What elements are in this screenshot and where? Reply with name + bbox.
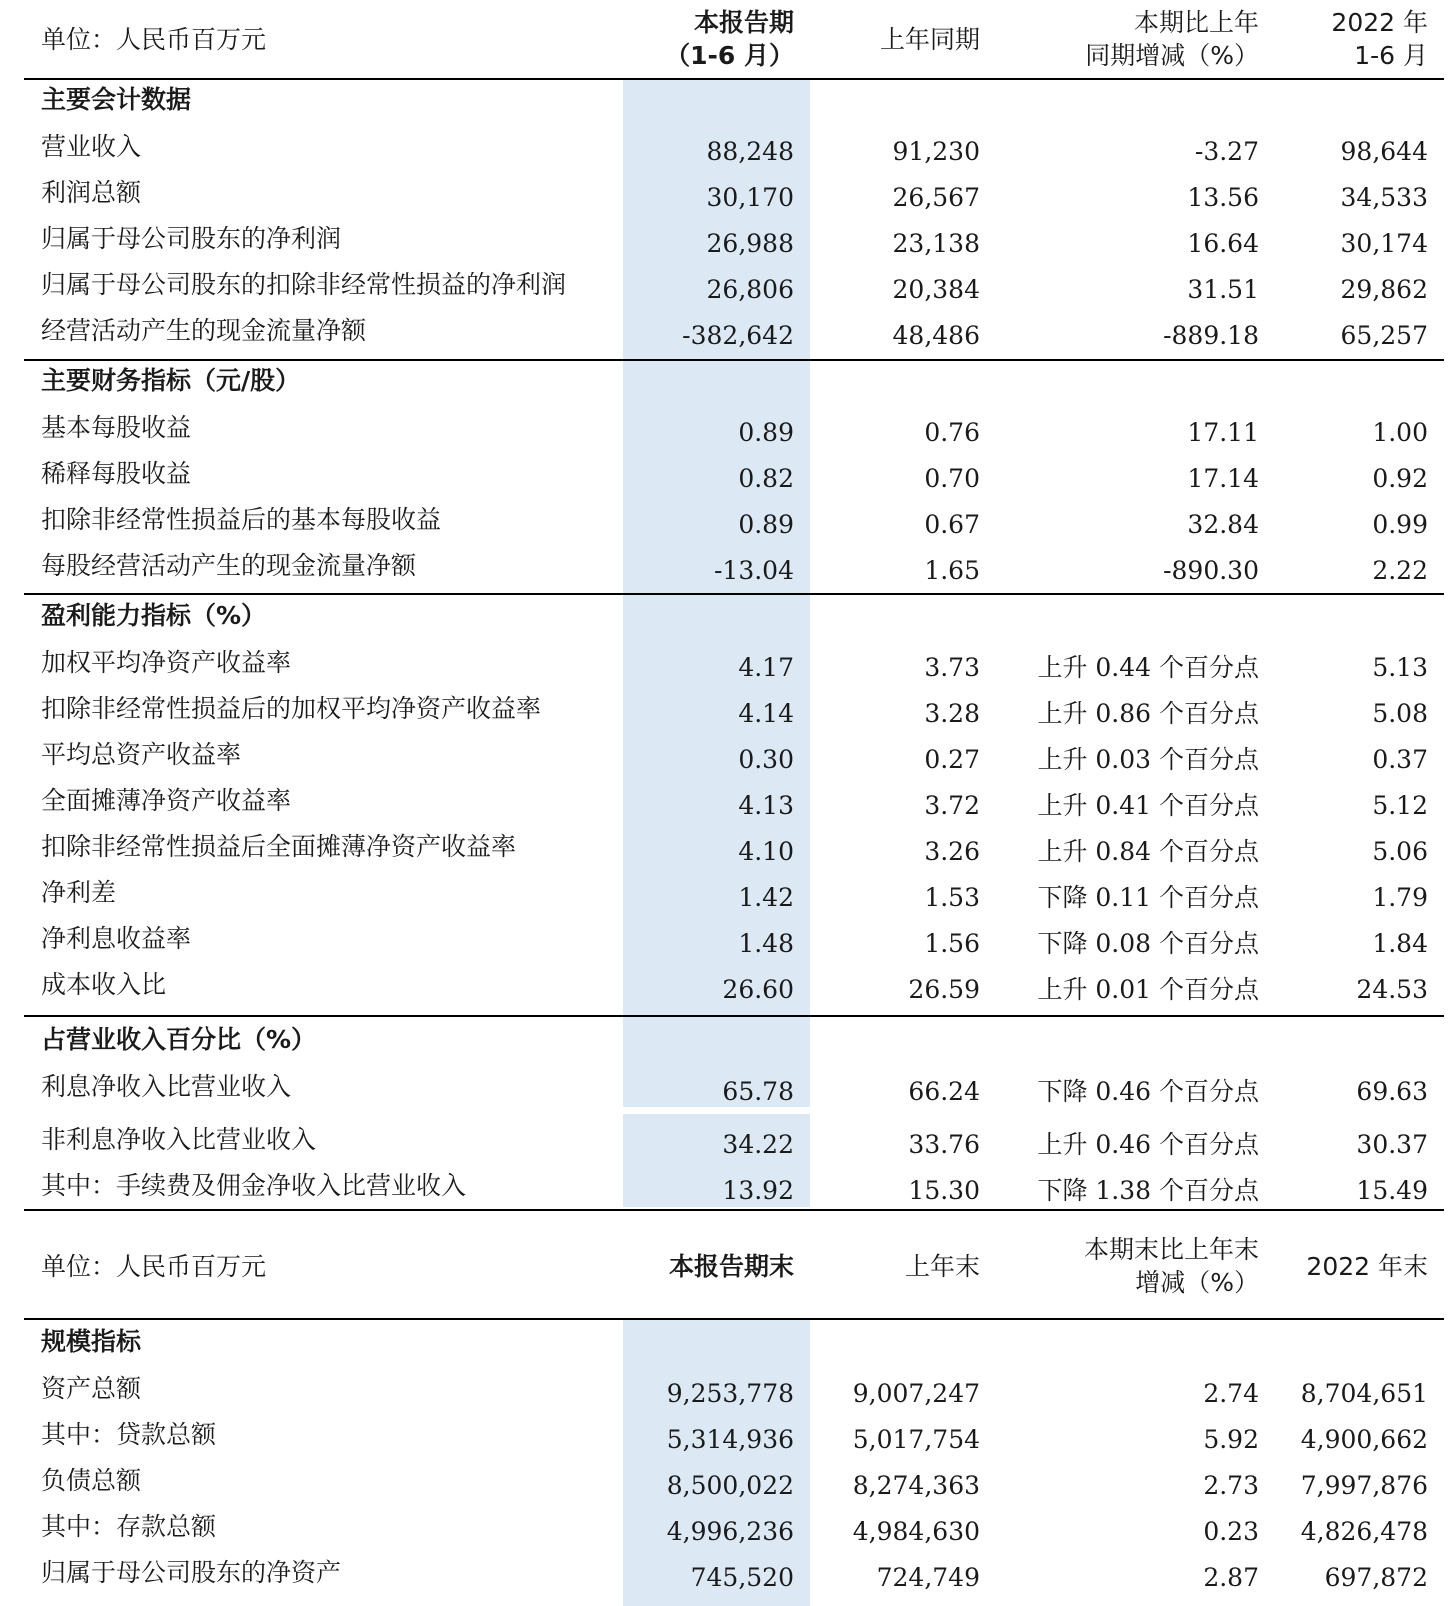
cell: 8,500,022 xyxy=(666,1471,794,1500)
cell: 4.10 xyxy=(738,837,794,866)
row-label: 归属于母公司股东的净资产 xyxy=(41,1558,342,1587)
cell: 2.73 xyxy=(1203,1471,1259,1500)
col-2022: 2022 年 xyxy=(1331,8,1428,37)
divider xyxy=(24,78,1444,80)
cell: 1.65 xyxy=(924,556,980,585)
cell: 4.13 xyxy=(738,791,794,820)
cell: 1.53 xyxy=(924,883,980,912)
cell: 0.89 xyxy=(738,418,794,447)
cell: 13.92 xyxy=(722,1176,794,1205)
cell: 34.22 xyxy=(722,1130,794,1159)
cell: 17.14 xyxy=(1187,464,1259,493)
col-period-end: 本报告期末 xyxy=(668,1252,794,1281)
cell: 下降 1.38 个百分点 xyxy=(1037,1176,1259,1205)
cell: 0.30 xyxy=(738,745,794,774)
cell: 17.11 xyxy=(1187,418,1259,447)
cell: 5.12 xyxy=(1372,791,1428,820)
cell: 3.73 xyxy=(924,653,980,682)
cell: 2.74 xyxy=(1203,1379,1259,1408)
cell: 29,862 xyxy=(1340,275,1428,304)
row-label: 成本收入比 xyxy=(41,970,167,999)
cell: 33.76 xyxy=(908,1130,980,1159)
cell: 0.37 xyxy=(1372,745,1428,774)
col-2022-range: 1-6 月 xyxy=(1354,41,1428,70)
cell: -889.18 xyxy=(1163,321,1259,350)
divider xyxy=(24,1015,1444,1017)
col-prior-year-end: 上年末 xyxy=(904,1252,980,1281)
row-label: 净利息收益率 xyxy=(41,924,192,953)
cell: 30.37 xyxy=(1356,1130,1428,1159)
cell: 7,997,876 xyxy=(1300,1471,1428,1500)
row-label: 资产总额 xyxy=(41,1374,142,1403)
cell: 745,520 xyxy=(690,1563,794,1592)
cell: 下降 0.11 个百分点 xyxy=(1037,883,1259,912)
cell: 上升 0.01 个百分点 xyxy=(1037,975,1259,1004)
col-current-period-range: （1-6 月） xyxy=(665,41,794,70)
divider xyxy=(24,359,1444,361)
cell: 69.63 xyxy=(1356,1077,1428,1106)
cell: 5,017,754 xyxy=(852,1425,980,1454)
cell: 88,248 xyxy=(706,137,794,166)
cell: 724,749 xyxy=(876,1563,980,1592)
cell: 8,704,651 xyxy=(1300,1379,1428,1408)
section-title: 主要财务指标（元/股） xyxy=(41,366,301,395)
row-label: 归属于母公司股东的净利润 xyxy=(41,224,342,253)
col-2022-end: 2022 年末 xyxy=(1306,1252,1428,1281)
col-change-unit: 增减（%） xyxy=(1135,1268,1259,1297)
cell: -13.04 xyxy=(713,556,794,585)
row-label: 扣除非经常性损益后的加权平均净资产收益率 xyxy=(41,694,542,723)
row-label: 归属于母公司股东的扣除非经常性损益的净利润 xyxy=(41,270,567,299)
cell: 20,384 xyxy=(892,275,980,304)
cell: 32.84 xyxy=(1187,510,1259,539)
cell: 98,644 xyxy=(1340,137,1428,166)
section-title: 规模指标 xyxy=(41,1327,142,1356)
cell: 1.79 xyxy=(1372,883,1428,912)
cell: 5.06 xyxy=(1372,837,1428,866)
unit-label: 单位：人民币百万元 xyxy=(41,1252,267,1281)
cell: 1.56 xyxy=(924,929,980,958)
row-label: 净利差 xyxy=(41,878,117,907)
cell: 0.82 xyxy=(738,464,794,493)
cell: 3.28 xyxy=(924,699,980,728)
cell: 3.26 xyxy=(924,837,980,866)
cell: 0.67 xyxy=(924,510,980,539)
cell: 0.92 xyxy=(1372,464,1428,493)
row-label: 平均总资产收益率 xyxy=(41,740,242,769)
cell: 上升 0.03 个百分点 xyxy=(1037,745,1259,774)
cell: 65,257 xyxy=(1340,321,1428,350)
cell: 23,138 xyxy=(892,229,980,258)
row-label: 利息净收入比营业收入 xyxy=(41,1072,292,1101)
row-label: 每股经营活动产生的现金流量净额 xyxy=(41,551,417,580)
cell: 16.64 xyxy=(1187,229,1259,258)
cell: 4,984,630 xyxy=(852,1517,980,1546)
cell: 0.76 xyxy=(924,418,980,447)
row-label: 利润总额 xyxy=(41,178,142,207)
cell: 91,230 xyxy=(892,137,980,166)
cell: 4.14 xyxy=(738,699,794,728)
row-label: 非利息净收入比营业收入 xyxy=(41,1125,317,1154)
section-title: 主要会计数据 xyxy=(41,85,192,114)
cell: 下降 0.08 个百分点 xyxy=(1037,929,1259,958)
cell: 30,170 xyxy=(706,183,794,212)
cell: 0.89 xyxy=(738,510,794,539)
cell: 26,806 xyxy=(706,275,794,304)
divider xyxy=(24,593,1444,595)
cell: 2.22 xyxy=(1372,556,1428,585)
cell: 697,872 xyxy=(1324,1563,1428,1592)
cell: 8,274,363 xyxy=(852,1471,980,1500)
cell: 4,996,236 xyxy=(666,1517,794,1546)
cell: 15.30 xyxy=(908,1176,980,1205)
cell: 0.99 xyxy=(1372,510,1428,539)
cell: 9,253,778 xyxy=(666,1379,794,1408)
section-title: 占营业收入百分比（%） xyxy=(41,1025,317,1054)
cell: 26,567 xyxy=(892,183,980,212)
cell: 0.70 xyxy=(924,464,980,493)
cell: 上升 0.86 个百分点 xyxy=(1037,699,1259,728)
cell: 4.17 xyxy=(738,653,794,682)
row-label: 扣除非经常性损益后全面摊薄净资产收益率 xyxy=(41,832,517,861)
cell: 15.49 xyxy=(1356,1176,1428,1205)
cell: 上升 0.46 个百分点 xyxy=(1037,1130,1259,1159)
row-label: 扣除非经常性损益后的基本每股收益 xyxy=(41,505,442,534)
cell: 34,533 xyxy=(1340,183,1428,212)
cell: 4,900,662 xyxy=(1300,1425,1428,1454)
cell: 下降 0.46 个百分点 xyxy=(1037,1077,1259,1106)
cell: -890.30 xyxy=(1163,556,1259,585)
cell: 3.72 xyxy=(924,791,980,820)
cell: 上升 0.41 个百分点 xyxy=(1037,791,1259,820)
divider xyxy=(24,1318,1444,1320)
cell: 1.48 xyxy=(738,929,794,958)
section-title: 盈利能力指标（%） xyxy=(41,601,267,630)
cell: 24.53 xyxy=(1356,975,1428,1004)
cell: 5.08 xyxy=(1372,699,1428,728)
cell: 48,486 xyxy=(892,321,980,350)
cell: 5.92 xyxy=(1203,1425,1259,1454)
unit-label: 单位：人民币百万元 xyxy=(41,25,267,54)
row-label: 全面摊薄净资产收益率 xyxy=(41,786,292,815)
cell: 5,314,936 xyxy=(666,1425,794,1454)
cell: 5.13 xyxy=(1372,653,1428,682)
row-label: 其中：手续费及佣金净收入比营业收入 xyxy=(41,1171,467,1200)
cell: 1.00 xyxy=(1372,418,1428,447)
cell: 13.56 xyxy=(1187,183,1259,212)
col-current-period: 本报告期 xyxy=(693,8,794,37)
col-change: 本期比上年 xyxy=(1133,8,1259,37)
cell: 1.84 xyxy=(1372,929,1428,958)
cell: 4,826,478 xyxy=(1300,1517,1428,1546)
row-label: 加权平均净资产收益率 xyxy=(41,648,292,677)
row-label: 其中：存款总额 xyxy=(41,1512,217,1541)
cell: 1.42 xyxy=(738,883,794,912)
divider xyxy=(24,1209,1444,1211)
cell: 31.51 xyxy=(1187,275,1259,304)
col-change: 本期末比上年末 xyxy=(1083,1235,1259,1264)
cell: 65.78 xyxy=(722,1077,794,1106)
row-label: 营业收入 xyxy=(41,132,142,161)
col-prior-period: 上年同期 xyxy=(879,25,980,54)
cell: 26.59 xyxy=(908,975,980,1004)
col-change-unit: 同期增减（%） xyxy=(1085,41,1259,70)
row-label: 其中：贷款总额 xyxy=(41,1420,217,1449)
row-label: 经营活动产生的现金流量净额 xyxy=(41,316,367,345)
cell: 26.60 xyxy=(722,975,794,1004)
cell: 上升 0.44 个百分点 xyxy=(1037,653,1259,682)
row-label: 负债总额 xyxy=(41,1466,142,1495)
cell: -3.27 xyxy=(1194,137,1259,166)
row-label: 稀释每股收益 xyxy=(41,459,192,488)
row-label: 基本每股收益 xyxy=(41,413,192,442)
cell: 0.23 xyxy=(1203,1517,1259,1546)
cell: 上升 0.84 个百分点 xyxy=(1037,837,1259,866)
cell: 0.27 xyxy=(924,745,980,774)
cell: 66.24 xyxy=(908,1077,980,1106)
cell: 30,174 xyxy=(1340,229,1428,258)
cell: 2.87 xyxy=(1203,1563,1259,1592)
cell: -382,642 xyxy=(682,321,794,350)
cell: 26,988 xyxy=(706,229,794,258)
cell: 9,007,247 xyxy=(852,1379,980,1408)
